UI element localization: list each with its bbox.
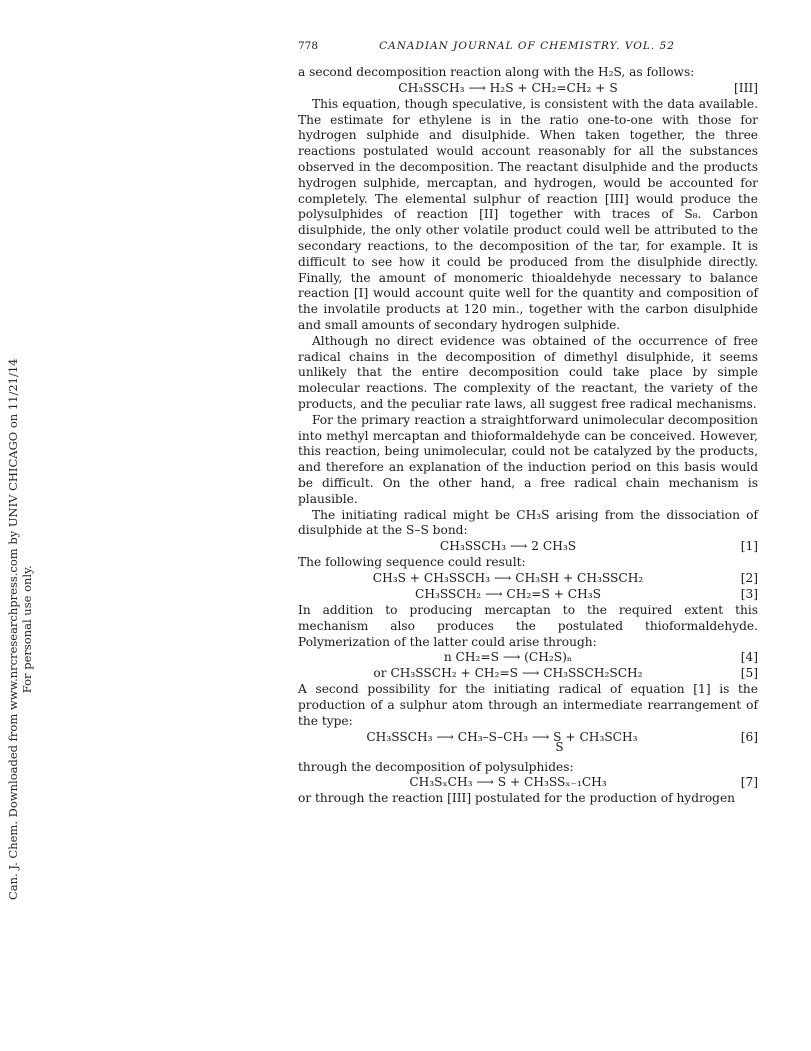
equation-number: [1]	[740, 539, 758, 554]
paragraph: The following sequence could result:	[298, 555, 526, 570]
equation-expression: CH₃SₓCH₃ ⟶ S + CH₃SSₓ₋₁CH₃	[409, 775, 607, 790]
paragraph: This equation, though speculative, is consistent with the data available. The estimate for ethylene is in the ratio one-to-one with those for hydrogen sulphide and disulphide. When taken together, the three reactions postulated would account reasonably for all the substances observed in the decomposition. The reactant disulphide and the products hydrogen sulphide, mercaptan, and hydrogen, would be accounted for completely. The elemental sulphur of reaction [III] would produce the polysulphides of reaction [II] together with traces of S₈. Carbon disulphide, the only other volatile product could well be attributed to the secondary reactions, to the decomposition of the tar, for example. It is difficult to see how it could be produced from the disulphide directly. Finally, the amount of monomeric thioaldehyde necessary to balance reaction [I] would account quite well for the quantity and composition of the involatile products at 120 min., together with the carbon disulphide and small amounts of secondary hydrogen sulphide.	[298, 96, 758, 332]
paragraph: Although no direct evidence was obtained of the occurrence of free radical chains in the decomposition of dimethyl disulphide, it seems unlikely that the entire decomposition could take place by simple molecular reactions. The complexity of the reactant, the variety of the products, and the peculiar rate laws, all suggest free radical mechanisms.	[298, 333, 758, 411]
equation-expression: CH₃SSCH₃ ⟶ H₂S + CH₂=CH₂ + S	[398, 80, 618, 95]
equation-5	[298, 666, 758, 682]
equation-number: [4]	[740, 650, 758, 665]
equation-number: [III]	[734, 80, 758, 95]
paragraph: a second decomposition reaction along with the H₂S, as follows:	[298, 65, 695, 79]
equation-substituent: S	[555, 739, 564, 754]
equation-number: [3]	[740, 586, 758, 601]
personal-use-notice: For personal use only.	[20, 565, 34, 694]
equation-1	[298, 539, 758, 555]
equation-number: [5]	[740, 666, 758, 681]
paragraph: or through the reaction [III] postulated for the production of hydrogen	[298, 791, 736, 806]
page-number: 778	[298, 40, 319, 52]
equation-expression: CH₃SSCH₂ ⟶ CH₂=S + CH₃S	[415, 586, 601, 601]
equation-number: [2]	[740, 570, 758, 585]
download-watermark	[6, 300, 46, 900]
journal-title: CANADIAN JOURNAL OF CHEMISTRY. VOL. 52	[379, 40, 675, 52]
equation-expression: CH₃SSCH₃ ⟶ 2 CH₃S	[439, 539, 577, 554]
article-body	[298, 65, 758, 807]
download-notice: Can. J. Chem. Downloaded from www.nrcresearchpress.com by UNIV CHICAGO on 11/21/14	[6, 358, 20, 900]
paragraph: A second possibility for the initiating radical of equation [1] is the production of a sulphur atom through an intermediate rearrangement of the type:	[298, 682, 758, 728]
paragraph: through the decomposition of polysulphides:	[298, 759, 574, 774]
equation-number: [7]	[740, 775, 758, 790]
equation-expression: CH₃S + CH₃SSCH₃ ⟶ CH₃SH + CH₃SSCH₂	[372, 570, 644, 585]
equation-6	[298, 730, 758, 760]
equation-number: [6]	[740, 729, 758, 744]
equation-2	[298, 571, 758, 587]
equation-expression	[298, 729, 718, 754]
paragraph: For the primary reaction a straightforward unimolecular decomposition into methyl mercaptan and thioformaldehyde can be conceived. However, this reaction, being unimolecular, could not be catalyzed by the products, and therefore an explanation of the induction period on this basis would be difficult. On the other hand, a free radical chain mechanism is plausible.	[298, 412, 758, 506]
paragraph: In addition to producing mercaptan to the required extent this mechanism also produces the postulated thioformaldehyde. Polymerization of the latter could arise through:	[298, 602, 758, 649]
equation-expression: n CH₂=S ⟶ (CH₂S)ₙ	[443, 650, 573, 665]
paragraph: The initiating radical might be CH₃S arising from the dissociation of disulphide at the S–S bond:	[298, 507, 758, 538]
equation-4	[298, 650, 758, 666]
equation-expression: or CH₃SSCH₂ + CH₂=S ⟶ CH₃SSCH₂SCH₂	[373, 666, 643, 681]
equation-7	[298, 775, 758, 791]
equation-3	[298, 587, 758, 603]
equation-text: CH₃SSCH₃ ⟶ CH₃–S–CH₃ ⟶ S + CH₃SCH₃	[366, 729, 638, 744]
equation-III	[298, 81, 758, 97]
